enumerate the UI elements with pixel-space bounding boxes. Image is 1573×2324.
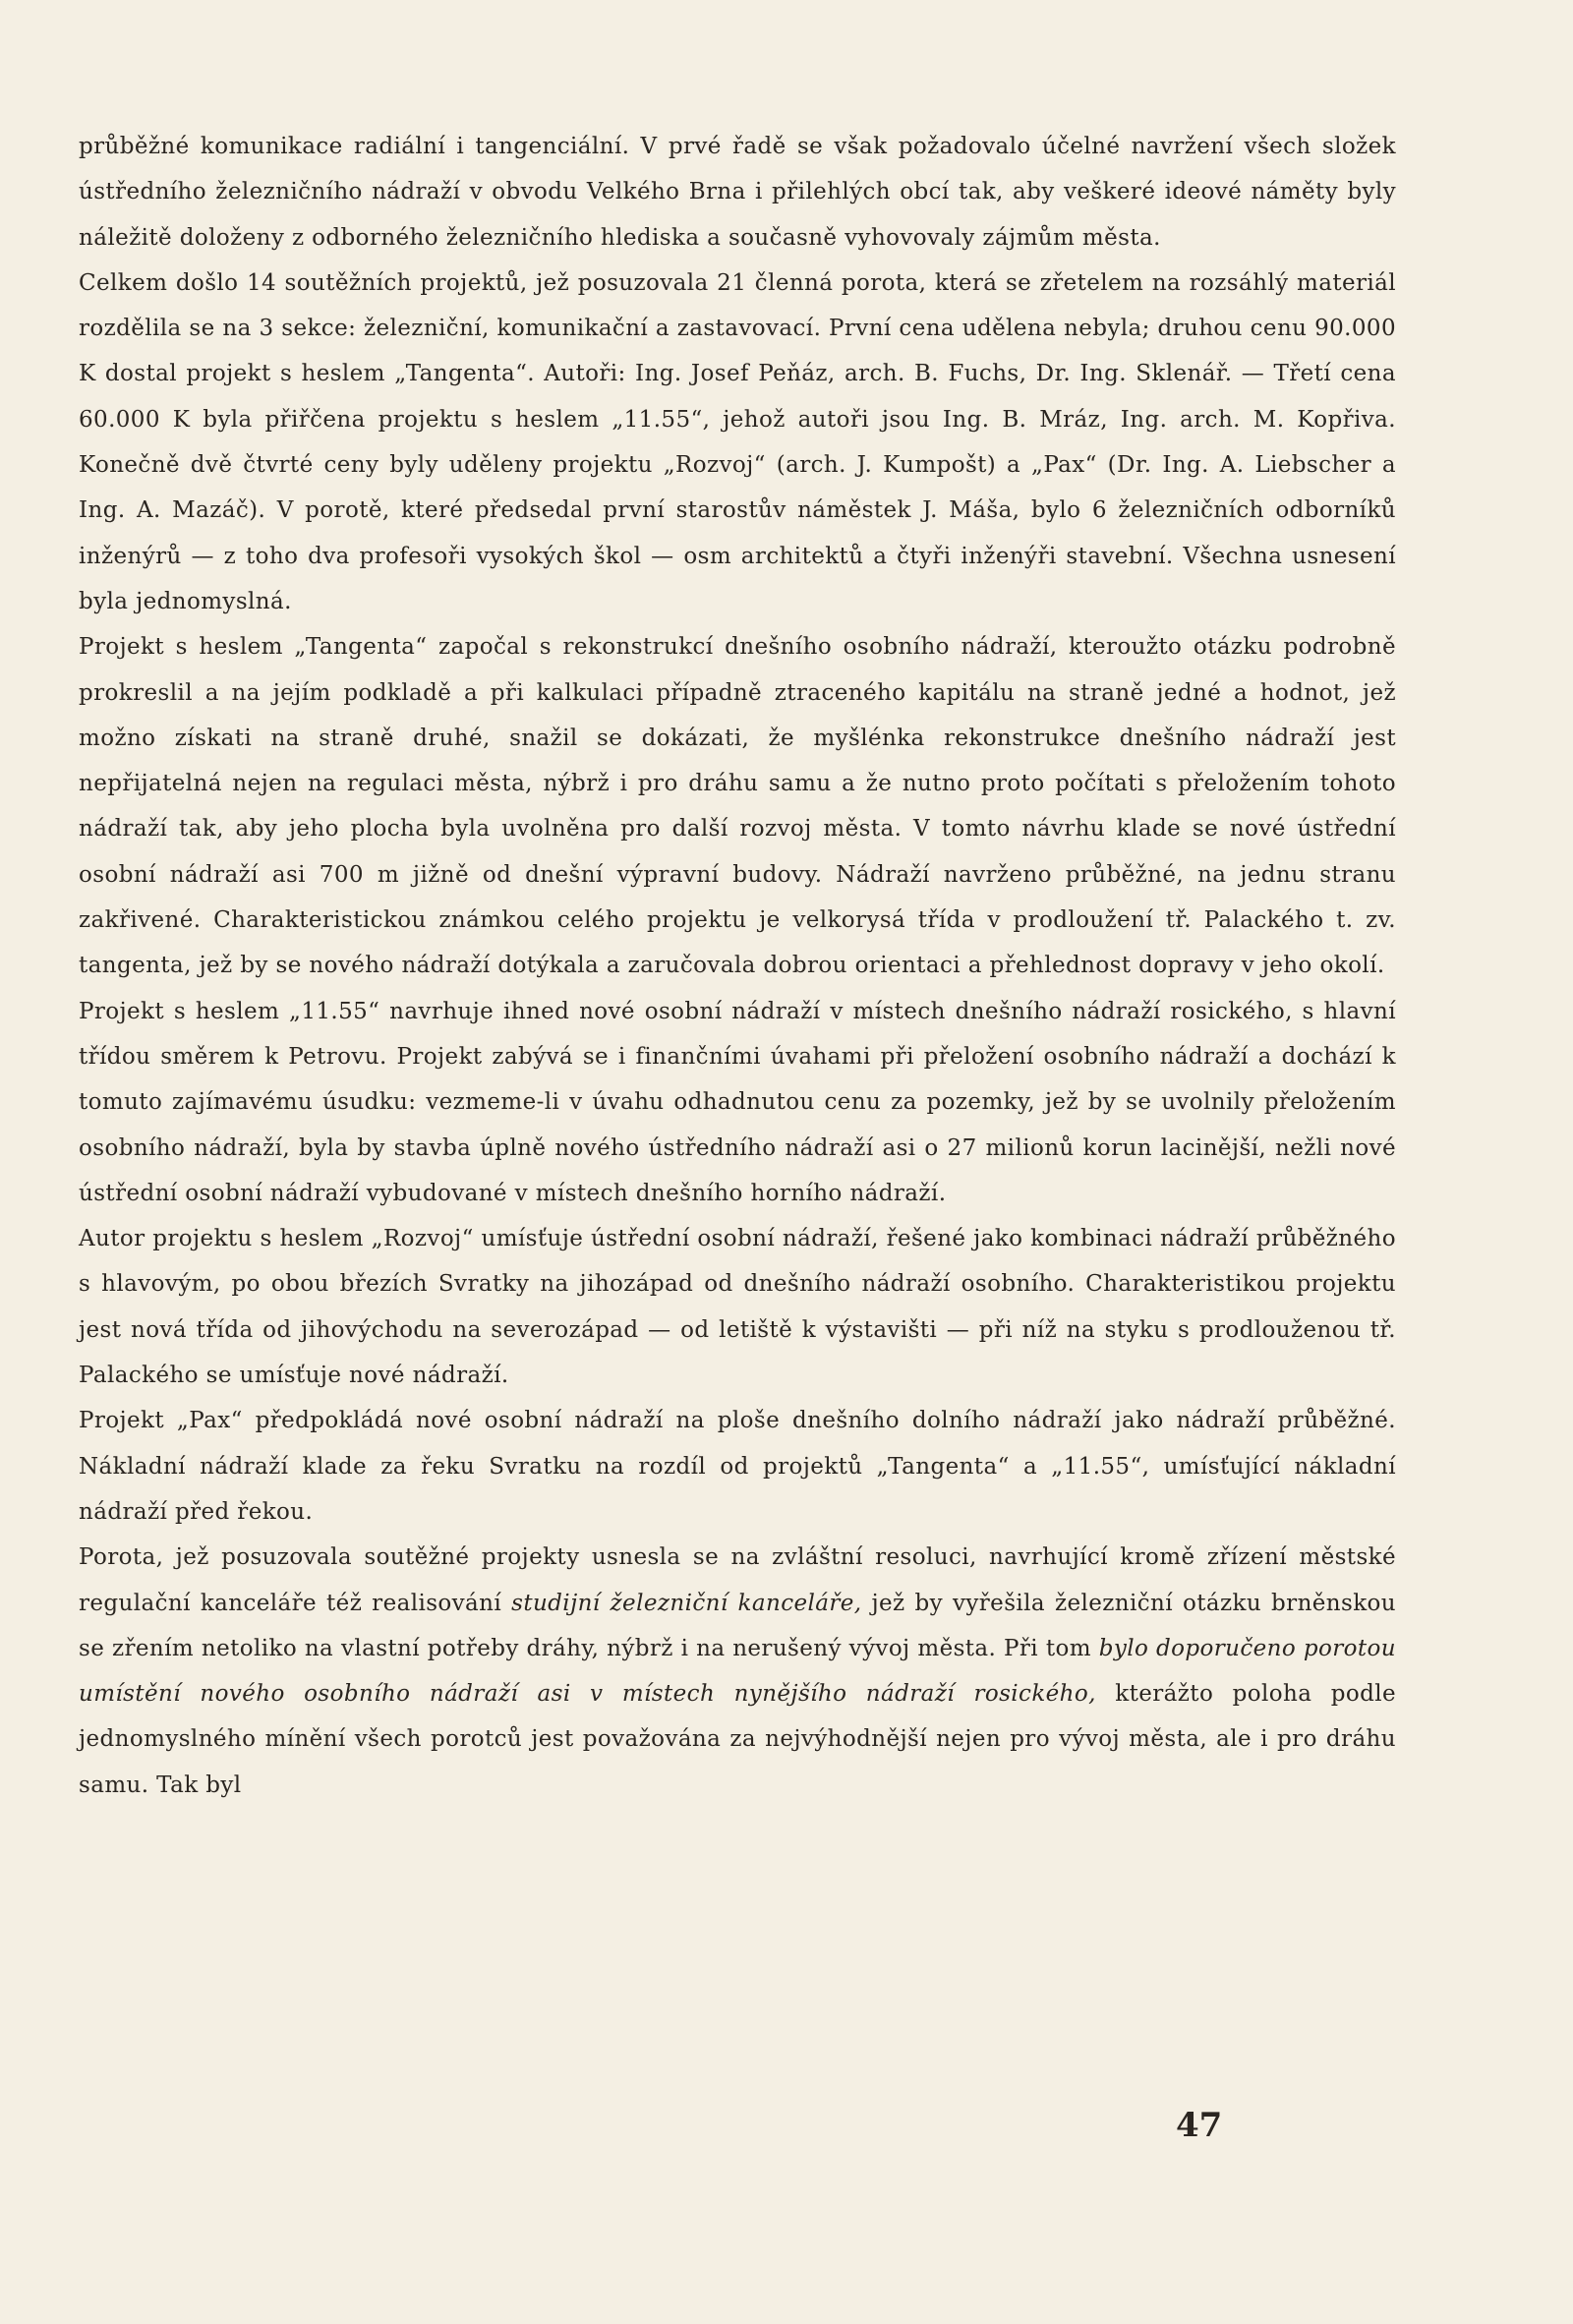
body-text <box>79 124 1396 1808</box>
resolution-emphasis-location: bylo doporučeno porotou umístění nového osobního nádraží asi v místech nynějšího nádraží rosického, <box>79 1635 1396 1708</box>
resolution-text-part2: jež by vyřešila železniční otázku brněnskou se zřením netoliko na vlastní potřeby dráhy, nýbrž i na nerušený vývoj města. Při tom <box>79 1590 1397 1661</box>
paragraph-project-1155: Projekt s heslem „11.55“ navrhuje ihned nové osobní nádraží v místech dnešního nádraží rosického, s hlavní třídou směrem k Petrovu. Projekt zabývá se i finančními úvahami při přeložení osobního nádraží a dochází k tomuto zajímavému úsudku: vezmeme-li v úvahu odhadnutou cenu za pozemky, jež by se uvolnily přeložením osobního nádraží, byla by stavba úplně nového ústředního nádraží asi o 27 milionů korun lacinější, nežli nové ústřední osobní nádraží vybudované v místech dnešního horního nádraží. <box>79 998 1396 1206</box>
resolution-emphasis-office: studijní železniční kanceláře, <box>511 1590 862 1616</box>
paragraph-jury-resolution <box>79 1535 1396 1808</box>
page-number: 47 <box>1176 2106 1223 2145</box>
paragraph-project-tangenta: Projekt s heslem „Tangenta“ započal s rekonstrukcí dnešního osobního nádraží, kteroužto otázku podrobně prokreslil a na jejím podkladě a při kalkulaci případně ztraceného kapitálu na straně jedné a hodnot, jež možno získati na straně druhé, snažil se dokázati, že myšlénka rekonstrukce dnešního nádraží jest nepřijatelná nejen na regulaci města, nýbrž i pro dráhu samu a že nutno proto počítati s přeložením tohoto nádraží tak, aby jeho plocha byla uvolněna pro další rozvoj města. V tomto návrhu klade se nové ústřední osobní nádraží asi 700 m jižně od dnešní výpravní budovy. Nádraží navrženo průběžné, na jednu stranu zakřivené. Charakteristickou známkou celého projektu je velkorysá třída v prodloužení tř. Palackého t. zv. tangenta, jež by se nového nádraží dotýkala a zaručovala dobrou orientaci a přehlednost dopravy v jeho okolí. <box>79 634 1396 979</box>
paragraph-competition-results: Celkem došlo 14 soutěžních projektů, jež posuzovala 21 členná porota, která se zřetelem na rozsáhlý materiál rozdělila se na 3 sekce: železniční, komunikační a zastavovací. První cena udělena nebyla; druhou cenu 90.000 K dostal projekt s heslem „Tangenta“. Autoři: Ing. Josef Peňáz, arch. B. Fuchs, Dr. Ing. Sklenář. — Třetí cena 60.000 K byla přiřčena projektu s heslem „11.55“, jehož autoři jsou Ing. B. Mráz, Ing. arch. M. Kopřiva. Konečně dvě čtvrté ceny byly uděleny projektu „Rozvoj“ (arch. J. Kumpošt) a „Pax“ (Dr. Ing. A. Liebscher a Ing. A. Mazáč). V porotě, které předsedal první starostův náměstek J. Máša, bylo 6 železničních odborníků inženýrů — z toho dva profesoři vysokých škol — osm architektů a čtyři inženýři stavební. Všechna usnesení byla jednomyslná. <box>79 269 1396 614</box>
paragraph-competition-goals: průběžné komunikace radiální i tangenciální. V prvé řadě se však požadovalo účelné navržení všech složek ústředního železničního nádraží v obvodu Velkého Brna i přilehlých obcí tak, aby veškeré ideové náměty byly náležitě doloženy z odborného železničního hlediska a současně vyhovovaly zájmům města. <box>79 134 1396 251</box>
paragraph-project-pax: Projekt „Pax“ předpokládá nové osobní nádraží na ploše dnešního dolního nádraží jako nádraží průběžné. Nákladní nádraží klade za řeku Svratku na rozdíl od projektů „Tangenta“ a „11.55“, umísťující nákladní nádraží před řekou. <box>79 1408 1396 1525</box>
resolution-text-part3: kterážto poloha podle jednomyslného mínění všech porotců jest považována za nejvýhodnější nejen pro vývoj města, ale i pro dráhu samu. Tak byl <box>79 1681 1397 1798</box>
resolution-text-part1: Porota, jež posuzovala soutěžné projekty usnesla se na zvláštní resoluci, navrhující kromě zřízení městské regulační kanceláře též realisování <box>79 1544 1396 1616</box>
paragraph-project-rozvoj: Autor projektu s heslem „Rozvoj“ umísťuje ústřední osobní nádraží, řešené jako kombinaci nádraží průběžného s hlavovým, po obou březích Svratky na jihozápad od dnešního nádraží osobního. Charakteristikou projektu jest nová třída od jihovýchodu na severozápad — od letiště k výstavišti — při níž na styku s prodlouženou tř. Palackého se umísťuje nové nádraží. <box>79 1226 1396 1389</box>
